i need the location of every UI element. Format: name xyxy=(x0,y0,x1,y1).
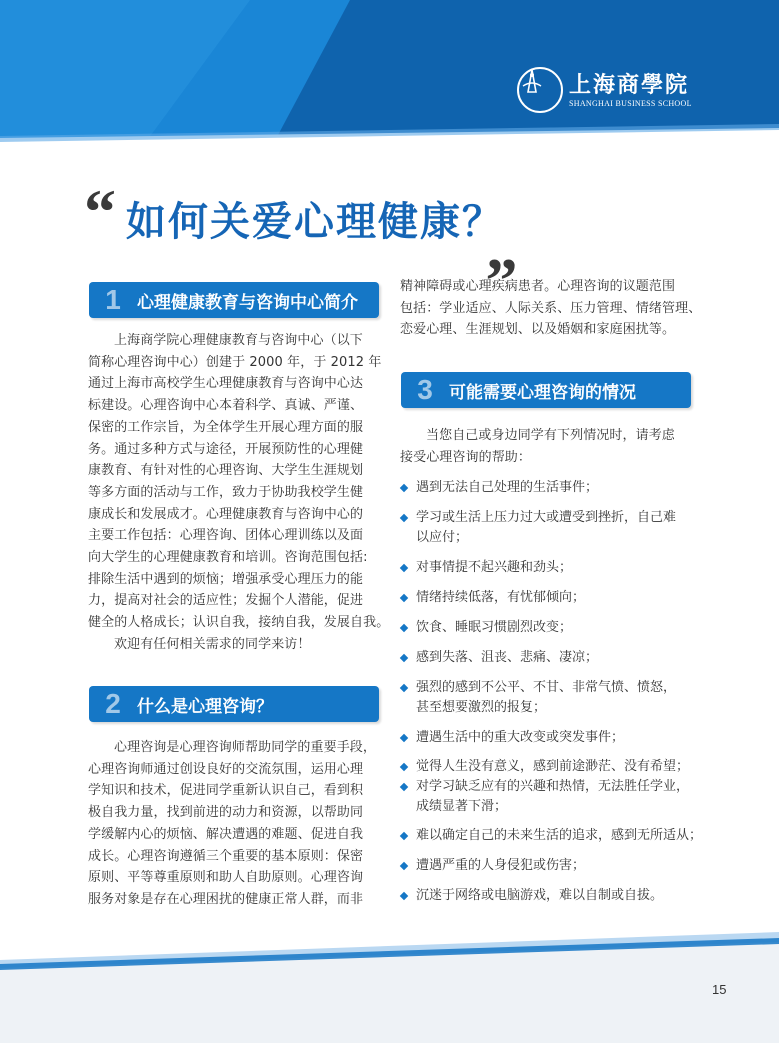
diamond-bullet-icon xyxy=(400,734,408,742)
text-line: 情绪持续低落，有忧郁倾向； xyxy=(416,590,586,605)
footer-decoration xyxy=(0,930,779,1043)
text-line: 饮食、睡眠习惯剧烈改变； xyxy=(416,620,573,635)
section-2-number: 2 xyxy=(105,688,121,719)
section-2-title: 什么是心理咨询？ xyxy=(137,696,273,717)
list-item xyxy=(400,886,700,906)
list-item xyxy=(400,678,700,718)
text-line: 健全的人格成长；认识自我，接纳自我，发展自我。 xyxy=(88,615,390,631)
section-3-header xyxy=(401,372,691,408)
diamond-bullet-icon xyxy=(400,783,408,791)
list-item xyxy=(400,588,700,608)
text-line: 感到失落、沮丧、悲痛、凄凉； xyxy=(416,650,599,665)
diamond-bullet-icon xyxy=(400,564,408,572)
text-line: 力，提高对社会的适应性；发掘个人潜能，促进 xyxy=(88,593,364,609)
list-item xyxy=(400,728,700,748)
list-item xyxy=(400,558,700,578)
text-line: 成绩显著下滑； xyxy=(416,799,508,814)
text-line: 学缓解内心的烦恼、解决遭遇的难题、促进自我 xyxy=(88,826,364,842)
diamond-bullet-icon xyxy=(400,624,408,632)
open-quote-mark: “ xyxy=(84,176,116,247)
text-line: 包括：学业适应、人际关系、压力管理、情绪管理、 xyxy=(400,300,702,316)
list-item xyxy=(400,648,700,668)
text-line: 当您自己或身边同学有下列情况时，请考虑 xyxy=(426,428,675,443)
text-line: 恋爱心理、生涯规划、以及婚姻和家庭困扰等。 xyxy=(400,322,676,338)
diamond-bullet-icon xyxy=(400,514,408,522)
page-number: 15 xyxy=(712,982,727,997)
school-logo xyxy=(517,66,692,114)
text-line: 心理咨询是心理咨询师帮助同学的重要手段， xyxy=(114,740,377,755)
text-line: 觉得人生没有意义，感到前途渺茫、没有希望； xyxy=(416,759,690,774)
school-name-cn: 上海商學院 xyxy=(569,71,690,98)
text-line: 精神障碍或心理疾病患者。心理咨询的议题范围 xyxy=(400,279,676,294)
text-line: 上海商学院心理健康教育与咨询中心（以下 xyxy=(114,333,363,348)
diamond-bullet-icon xyxy=(400,832,408,840)
diamond-bullet-icon xyxy=(400,763,408,771)
text-line: 接受心理咨询的帮助： xyxy=(400,449,532,465)
text-line: 等多方面的活动与工作，致力于协助我校学生健 xyxy=(88,484,364,500)
text-line: 简称心理咨询中心）创建于 2000 年，于 2012 年 xyxy=(88,354,382,370)
text-line: 通过上海市高校学生心理健康教育与咨询中心达 xyxy=(88,376,364,392)
text-line: 遇到无法自己处理的生活事件； xyxy=(416,480,599,495)
diamond-bullet-icon xyxy=(400,892,408,900)
text-line: 向大学生的心理健康教育和培训。咨询范围包括: xyxy=(88,550,368,566)
text-line: 学知识和技术，促进同学重新认识自己，看到积 xyxy=(88,783,364,799)
text-line: 极自我力量，找到前进的动力和资源，以帮助同 xyxy=(88,805,364,821)
list-item xyxy=(400,777,700,817)
section-3-number: 3 xyxy=(417,374,433,405)
section-2-continuation xyxy=(400,276,702,341)
text-line: 心理咨询师通过创设良好的交流氛围，运用心理 xyxy=(88,761,364,777)
diamond-bullet-icon xyxy=(400,484,408,492)
list-item xyxy=(400,618,700,638)
text-line: 原则、平等尊重原则和助人自助原则。心理咨询 xyxy=(88,870,364,886)
diamond-bullet-icon xyxy=(400,654,408,662)
text-line: 甚至想要激烈的报复； xyxy=(416,700,547,715)
diamond-bullet-icon xyxy=(400,862,408,870)
text-line: 欢迎有任何相关需求的同学来访！ xyxy=(114,636,311,652)
text-line: 沉迷于网络或电脑游戏，难以自制或自拔。 xyxy=(416,888,664,903)
text-line: 服务对象是存在心理困扰的健康正常人群，而非 xyxy=(88,891,364,907)
text-line: 康成长和发展成才。心理健康教育与咨询中心的 xyxy=(88,506,364,522)
text-line: 强烈的感到不公平、不甘、非常气愤、愤怒， xyxy=(416,680,677,695)
text-line: 遭遇生活中的重大改变或突发事件； xyxy=(416,730,625,745)
text-line: 务。通过多种方式与途径，开展预防性的心理健 xyxy=(88,441,364,457)
text-line: 学习或生活上压力过大或遭受到挫折，自己难 xyxy=(416,510,677,525)
list-item xyxy=(400,757,700,777)
list-item xyxy=(400,508,700,548)
text-line: 对事情提不起兴趣和劲头； xyxy=(416,560,573,575)
text-line: 保密的工作宗旨，为全体学生开展心理方面的服 xyxy=(88,419,364,435)
text-line: 主要工作包括：心理咨询、团体心理训练以及面 xyxy=(88,528,364,544)
section-1-paragraph xyxy=(88,330,390,656)
list-item xyxy=(400,856,700,876)
list-item xyxy=(400,478,700,498)
page-title: 如何关爱心理健康？ xyxy=(126,199,504,245)
text-line: 以应付； xyxy=(416,530,469,545)
school-emblem-icon xyxy=(517,67,563,113)
text-line: 难以确定自己的未来生活的追求，感到无所适从； xyxy=(416,828,703,843)
section-1-number: 1 xyxy=(105,284,121,315)
diamond-bullet-icon xyxy=(400,684,408,692)
diamond-bullet-icon xyxy=(400,594,408,602)
close-quote-mark: „ xyxy=(486,212,518,283)
situation-list xyxy=(400,478,703,906)
text-line: 遭遇严重的人身侵犯或伤害； xyxy=(416,858,586,873)
section-2-paragraph xyxy=(88,737,380,911)
school-name-en: SHANGHAI BUSINESS SCHOOL xyxy=(569,98,692,108)
text-line: 成长。心理咨询遵循三个重要的基本原则：保密 xyxy=(88,848,364,864)
text-line: 康教育、有针对性的心理咨询、大学生生涯规划 xyxy=(88,463,364,479)
section-3-title: 可能需要心理咨询的情况 xyxy=(449,382,636,403)
section-2-header xyxy=(89,686,379,722)
list-item xyxy=(400,826,703,846)
section-1-title: 心理健康教育与咨询中心简介 xyxy=(137,292,358,313)
text-line: 排除生活中遇到的烦恼；增强承受心理压力的能 xyxy=(88,571,364,587)
header-band xyxy=(0,0,779,150)
text-line: 对学习缺乏应有的兴趣和热情，无法胜任学业， xyxy=(416,779,690,794)
section-1-header xyxy=(89,282,379,318)
text-line: 标建设。心理咨询中心本着科学、真诚、严谨、 xyxy=(88,398,364,414)
section-3-intro xyxy=(400,425,692,468)
